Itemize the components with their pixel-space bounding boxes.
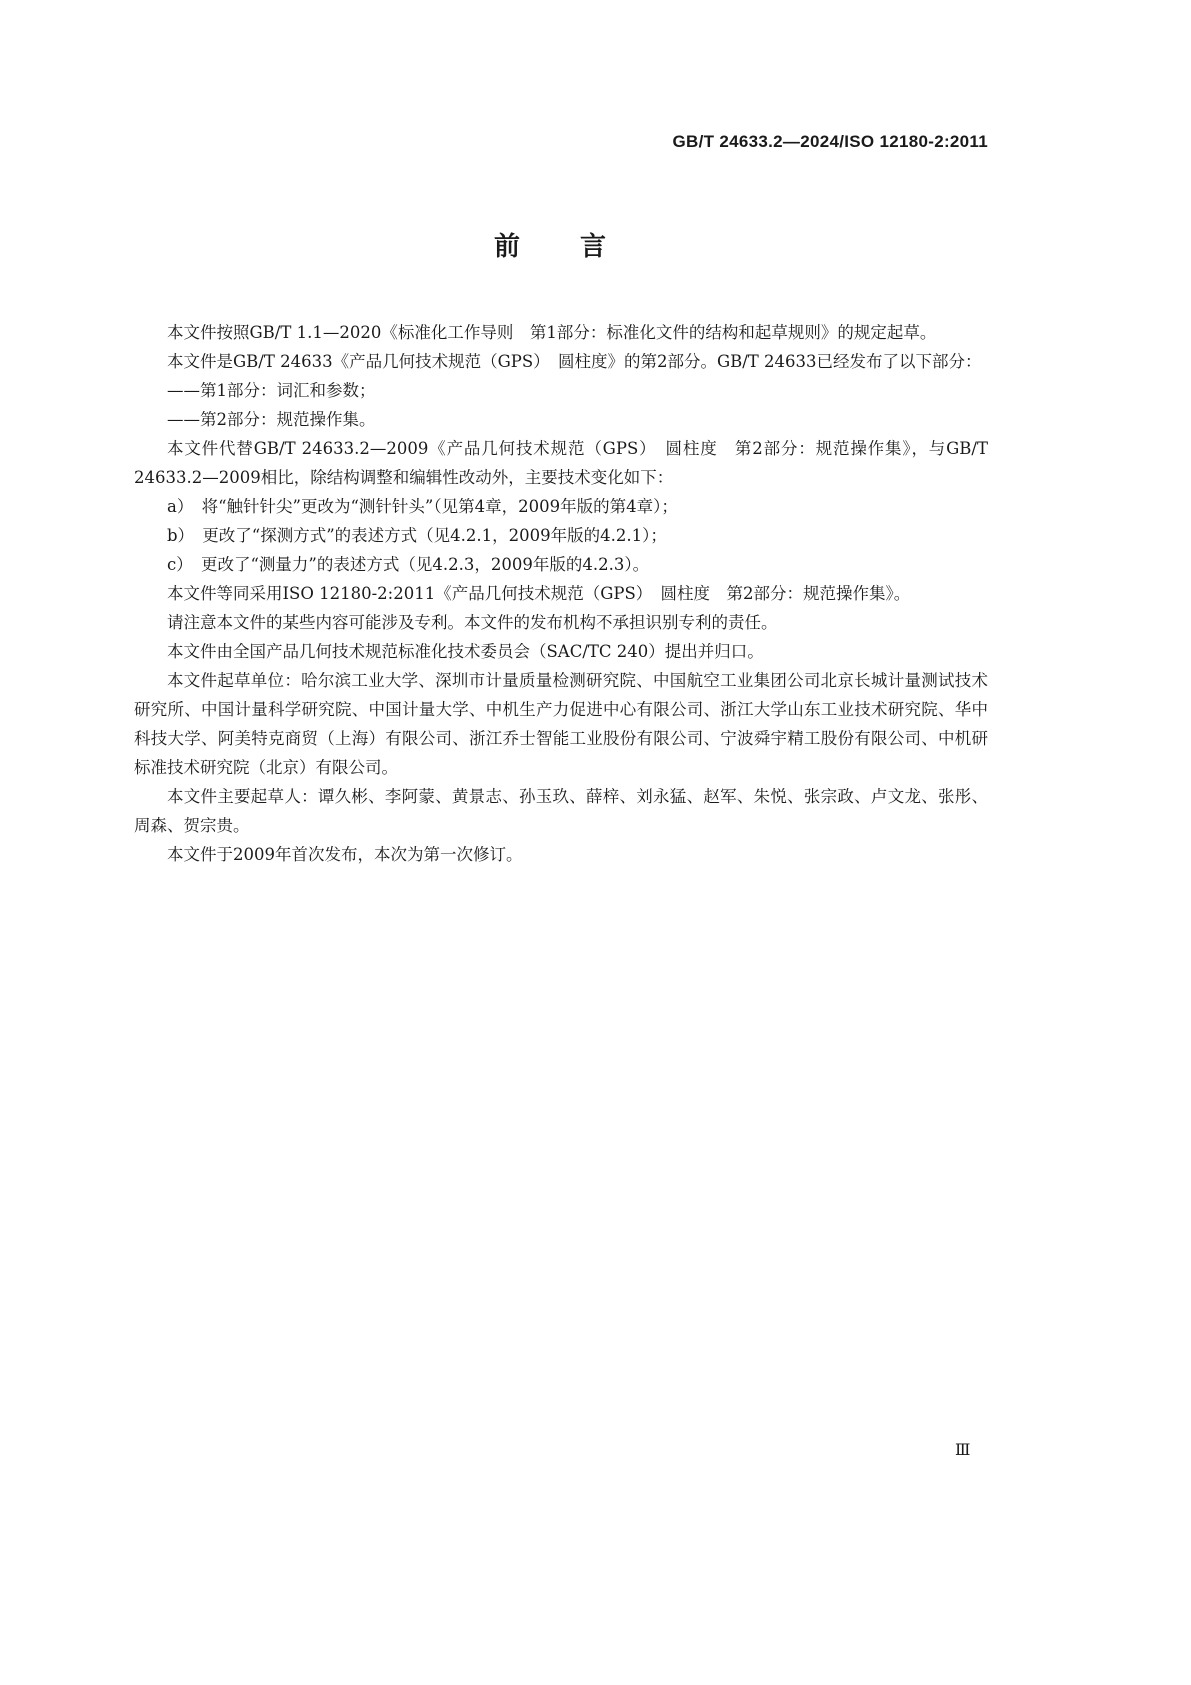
page-number: Ⅲ (955, 1440, 971, 1459)
list-item-part-1: ——第1部分：词汇和参数； (167, 381, 376, 400)
change-item-a: a） 将“触针针尖”更改为“测针针头”（见第4章，2009年版的第4章）； (167, 497, 678, 516)
paragraph-drafting-rules: 本文件按照GB/T 1.1—2020《标准化工作导则 第1部分：标准化文件的结构和起草规则》的规定起草。 (167, 323, 937, 342)
paragraph-identical-adoption: 本文件等同采用ISO 12180-2:2011《产品几何技术规范（GPS） 圆柱度 第2部分：规范操作集》。 (167, 584, 911, 603)
page-title: 前言 (493, 232, 666, 262)
paragraph-drafting-organizations: 本文件起草单位：哈尔滨工业大学、深圳市计量质量检测研究院、中国航空工业集团公司北京长城计量测试技术研究所、中国计量科学研究院、中国计量大学、中机生产力促进中心有限公司、浙江大学山东工业技术研究院、华中科技大学、阿美特克商贸（上海）有限公司、浙江乔士智能工业股份有限公司、宁波舜宇精工股份有限公司、中机研标准技术研究院（北京）有限公司。 (134, 671, 988, 777)
foreword-body (134, 318, 988, 869)
paragraph-replaces: 本文件代替GB/T 24633.2—2009《产品几何技术规范（GPS） 圆柱度 第2部分：规范操作集》，与GB/T 24633.2—2009相比，除结构调整和编辑性改动外，主要技术变化如下： (134, 439, 988, 487)
paragraph-main-drafters: 本文件主要起草人：谭久彬、李阿蒙、黄景志、孙玉玖、薛梓、刘永猛、赵军、朱悦、张宗政、卢文龙、张彤、周森、贺宗贵。 (134, 787, 988, 835)
paragraph-publication-history: 本文件于2009年首次发布，本次为第一次修订。 (167, 845, 523, 864)
paragraph-part-of-series: 本文件是GB/T 24633《产品几何技术规范（GPS） 圆柱度》的第2部分。GB/T 24633已经发布了以下部分： (167, 352, 982, 371)
list-item-part-2: ——第2部分：规范操作集。 (167, 410, 376, 429)
paragraph-proposed-by: 本文件由全国产品几何技术规范标准化技术委员会（SAC/TC 240）提出并归口。 (167, 642, 764, 661)
standard-number-header: GB/T 24633.2—2024/ISO 12180-2:2011 (672, 132, 988, 151)
paragraph-patent-notice: 请注意本文件的某些内容可能涉及专利。本文件的发布机构不承担识别专利的责任。 (167, 613, 778, 632)
change-item-c: c） 更改了“测量力”的表述方式（见4.2.3，2009年版的4.2.3）。 (167, 555, 650, 574)
change-item-b: b） 更改了“探测方式”的表述方式（见4.2.1，2009年版的4.2.1）； (167, 526, 667, 545)
